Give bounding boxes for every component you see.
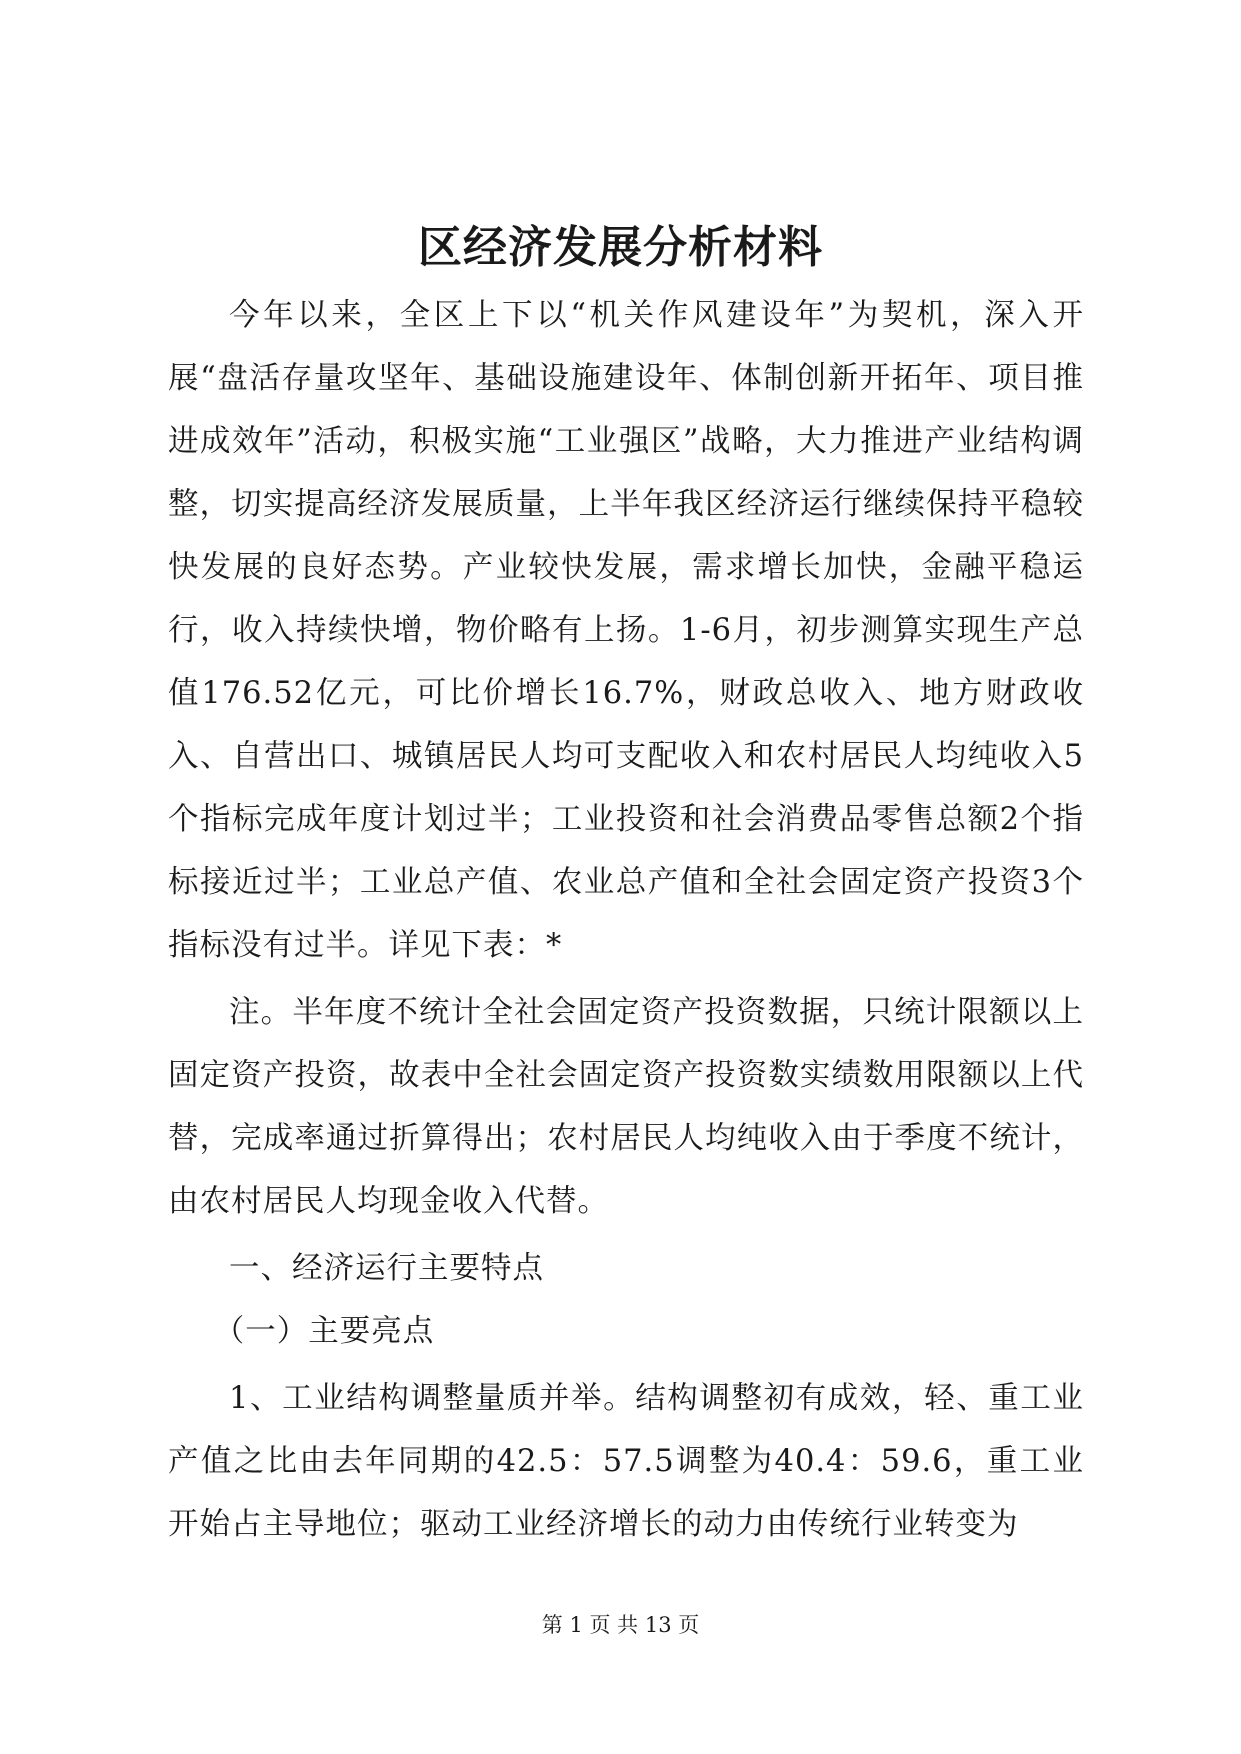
subsection-heading-1: （一）主要亮点 [213,1314,435,1349]
section-heading-1: 一、经济运行主要特点 [229,1251,544,1286]
document-title: 区经济发展分析材料 [418,222,823,273]
paragraph-point-1: 1、工业结构调整量质并举。结构调整初有成效，轻、重工业产值之比由去年同期的42.5：57.5调整为40.4：59.6，重工业开始占主导地位；驱动工业经济增长的动力由传统行业转变为 [168,1381,1084,1542]
page-footer: 第 1 页 共 13 页 [541,1613,700,1637]
paragraph-intro: 今年以来，全区上下以“机关作风建设年”为契机，深入开展“盘活存量攻坚年、基础设施建设年、体制创新开拓年、项目推进成效年”活动，积极实施“工业强区”战略，大力推进产业结构调整，切实提高经济发展质量，上半年我区经济运行继续保持平稳较快发展的良好态势。产业较快发展，需求增长加快，金融平稳运行，收入持续快增，物价略有上扬。1-6月，初步测算实现生产总值176.52亿元，可比价增长16.7%，财政总收入、地方财政收入、自营出口、城镇居民人均可支配收入和农村居民人均纯收入5个指标完成年度计划过半；工业投资和社会消费品零售总额2个指标接近过半；工业总产值、农业总产值和全社会固定资产投资3个指标没有过半。详见下表：* [168,298,1084,963]
paragraph-note: 注。半年度不统计全社会固定资产投资数据，只统计限额以上固定资产投资，故表中全社会固定资产投资数实绩数用限额以上代替，完成率通过折算得出；农村居民人均纯收入由于季度不统计，由农村居民人均现金收入代替。 [168,995,1084,1219]
document-body [168,284,1084,1556]
